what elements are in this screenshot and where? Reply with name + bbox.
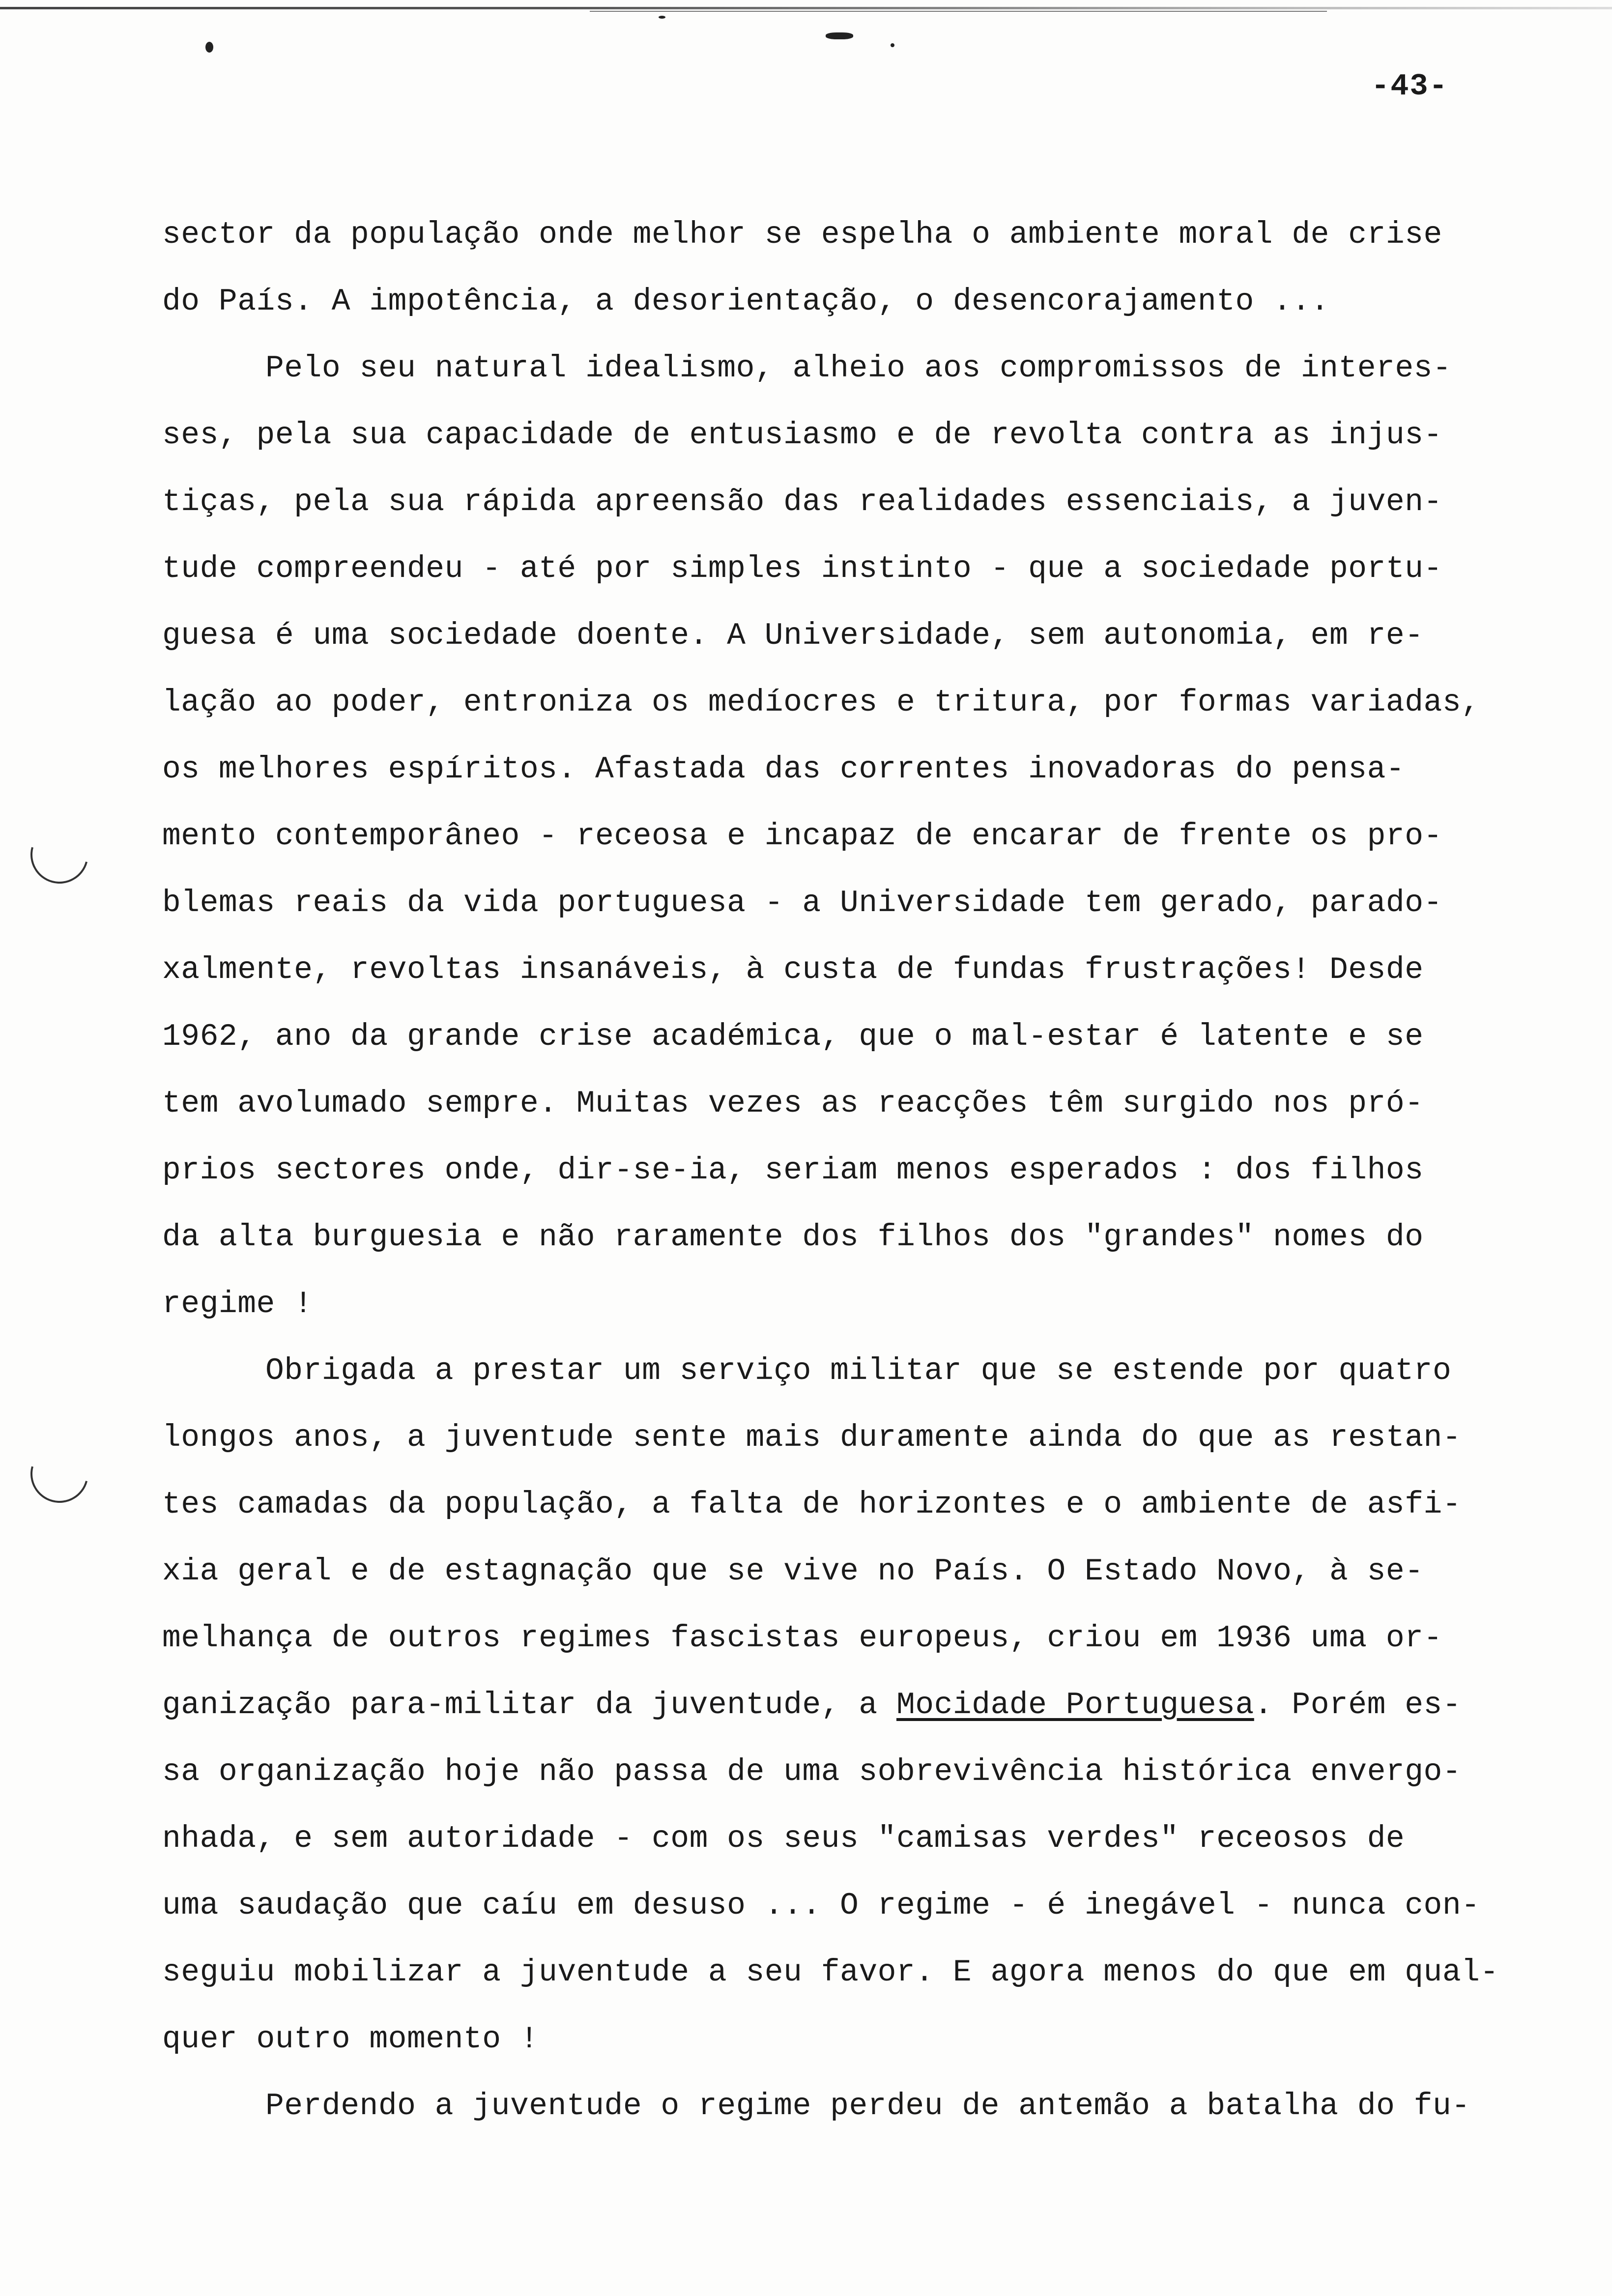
text-line: tes camadas da população, a falta de horizontes e o ambiente de asfi- <box>162 1487 1462 1522</box>
top-edge-rule <box>0 7 1612 9</box>
ink-speck <box>891 43 894 47</box>
ink-dot <box>205 42 213 53</box>
text-line: Pelo seu natural idealismo, alheio aos compromissos de interes- <box>265 351 1452 386</box>
text-line: da alta burguesia e não raramente dos filhos dos "grandes" nomes do <box>162 1220 1424 1255</box>
text-line: os melhores espíritos. Afastada das correntes inovadoras do pensa- <box>162 752 1405 787</box>
text-line: seguiu mobilizar a juventude a seu favor. E agora menos do que em qual- <box>162 1955 1499 1990</box>
text-line: tiças, pela sua rápida apreensão das realidades essenciais, a juven- <box>162 485 1442 519</box>
text-line: longos anos, a juventude sente mais duramente ainda do que as restan- <box>162 1420 1462 1455</box>
text-line: regime ! <box>162 1287 313 1321</box>
text-line: sector da população onde melhor se espelha o ambiente moral de crise <box>162 217 1442 252</box>
body-text <box>162 201 1578 2140</box>
text-line: tem avolumado sempre. Muitas vezes as reacções têm surgido nos pró- <box>162 1086 1424 1121</box>
text-line: quer outro momento ! <box>162 2022 539 2057</box>
text-line: xia geral e de estagnação que se vive no País. O Estado Novo, à se- <box>162 1554 1424 1589</box>
text-line: ses, pela sua capacidade de entusiasmo e de revolta contra as injus- <box>162 418 1442 453</box>
underlined-organization-name: Mocidade Portuguesa <box>896 1688 1254 1722</box>
text-line: Obrigada a prestar um serviço militar que se estende por quatro <box>265 1353 1452 1388</box>
text-line: Perdendo a juventude o regime perdeu de antemão a batalha do fu- <box>265 2089 1470 2124</box>
text-line: tude compreendeu - até por simples instinto - que a sociedade portu- <box>162 551 1442 586</box>
text-segment: ganização para-militar da juventude, a <box>162 1688 896 1722</box>
text-line: do País. A impotência, a desorientação, o desencorajamento ... <box>162 284 1329 319</box>
text-line: 1962, ano da grande crise académica, que o mal-estar é latente e se <box>162 1019 1424 1054</box>
text-line: uma saudação que caíu em desuso ... O regime - é inegável - nunca con- <box>162 1888 1480 1923</box>
ink-speck <box>659 16 665 19</box>
text-line: guesa é uma sociedade doente. A Universidade, sem autonomia, em re- <box>162 618 1424 653</box>
text-line: sa organização hoje não passa de uma sobrevivência histórica envergo- <box>162 1754 1462 1789</box>
text-line: melhança de outros regimes fascistas europeus, criou em 1936 uma or- <box>162 1621 1442 1656</box>
text-line: blemas reais da vida portuguesa - a Universidade tem gerado, parado- <box>162 886 1442 920</box>
text-line: prios sectores onde, dir-se-ia, seriam menos esperados : dos filhos <box>162 1153 1424 1188</box>
page-number: -43- <box>1371 69 1448 104</box>
text-line-with-underline <box>162 1672 1578 1739</box>
ink-smudge <box>826 32 853 39</box>
punch-hole-mark <box>20 815 99 894</box>
text-line: nhada, e sem autoridade - com os seus "camisas verdes" receosos de <box>162 1821 1405 1856</box>
text-segment: . Porém es- <box>1254 1688 1462 1722</box>
text-line: mento contemporâneo - receosa e incapaz de encarar de frente os pro- <box>162 819 1442 854</box>
top-edge-rule-secondary <box>590 11 1327 12</box>
text-line: xalmente, revoltas insanáveis, à custa de fundas frustrações! Desde <box>162 952 1424 987</box>
punch-hole-mark <box>20 1434 99 1513</box>
text-line: lação ao poder, entroniza os medíocres e tritura, por formas variadas, <box>162 685 1480 720</box>
